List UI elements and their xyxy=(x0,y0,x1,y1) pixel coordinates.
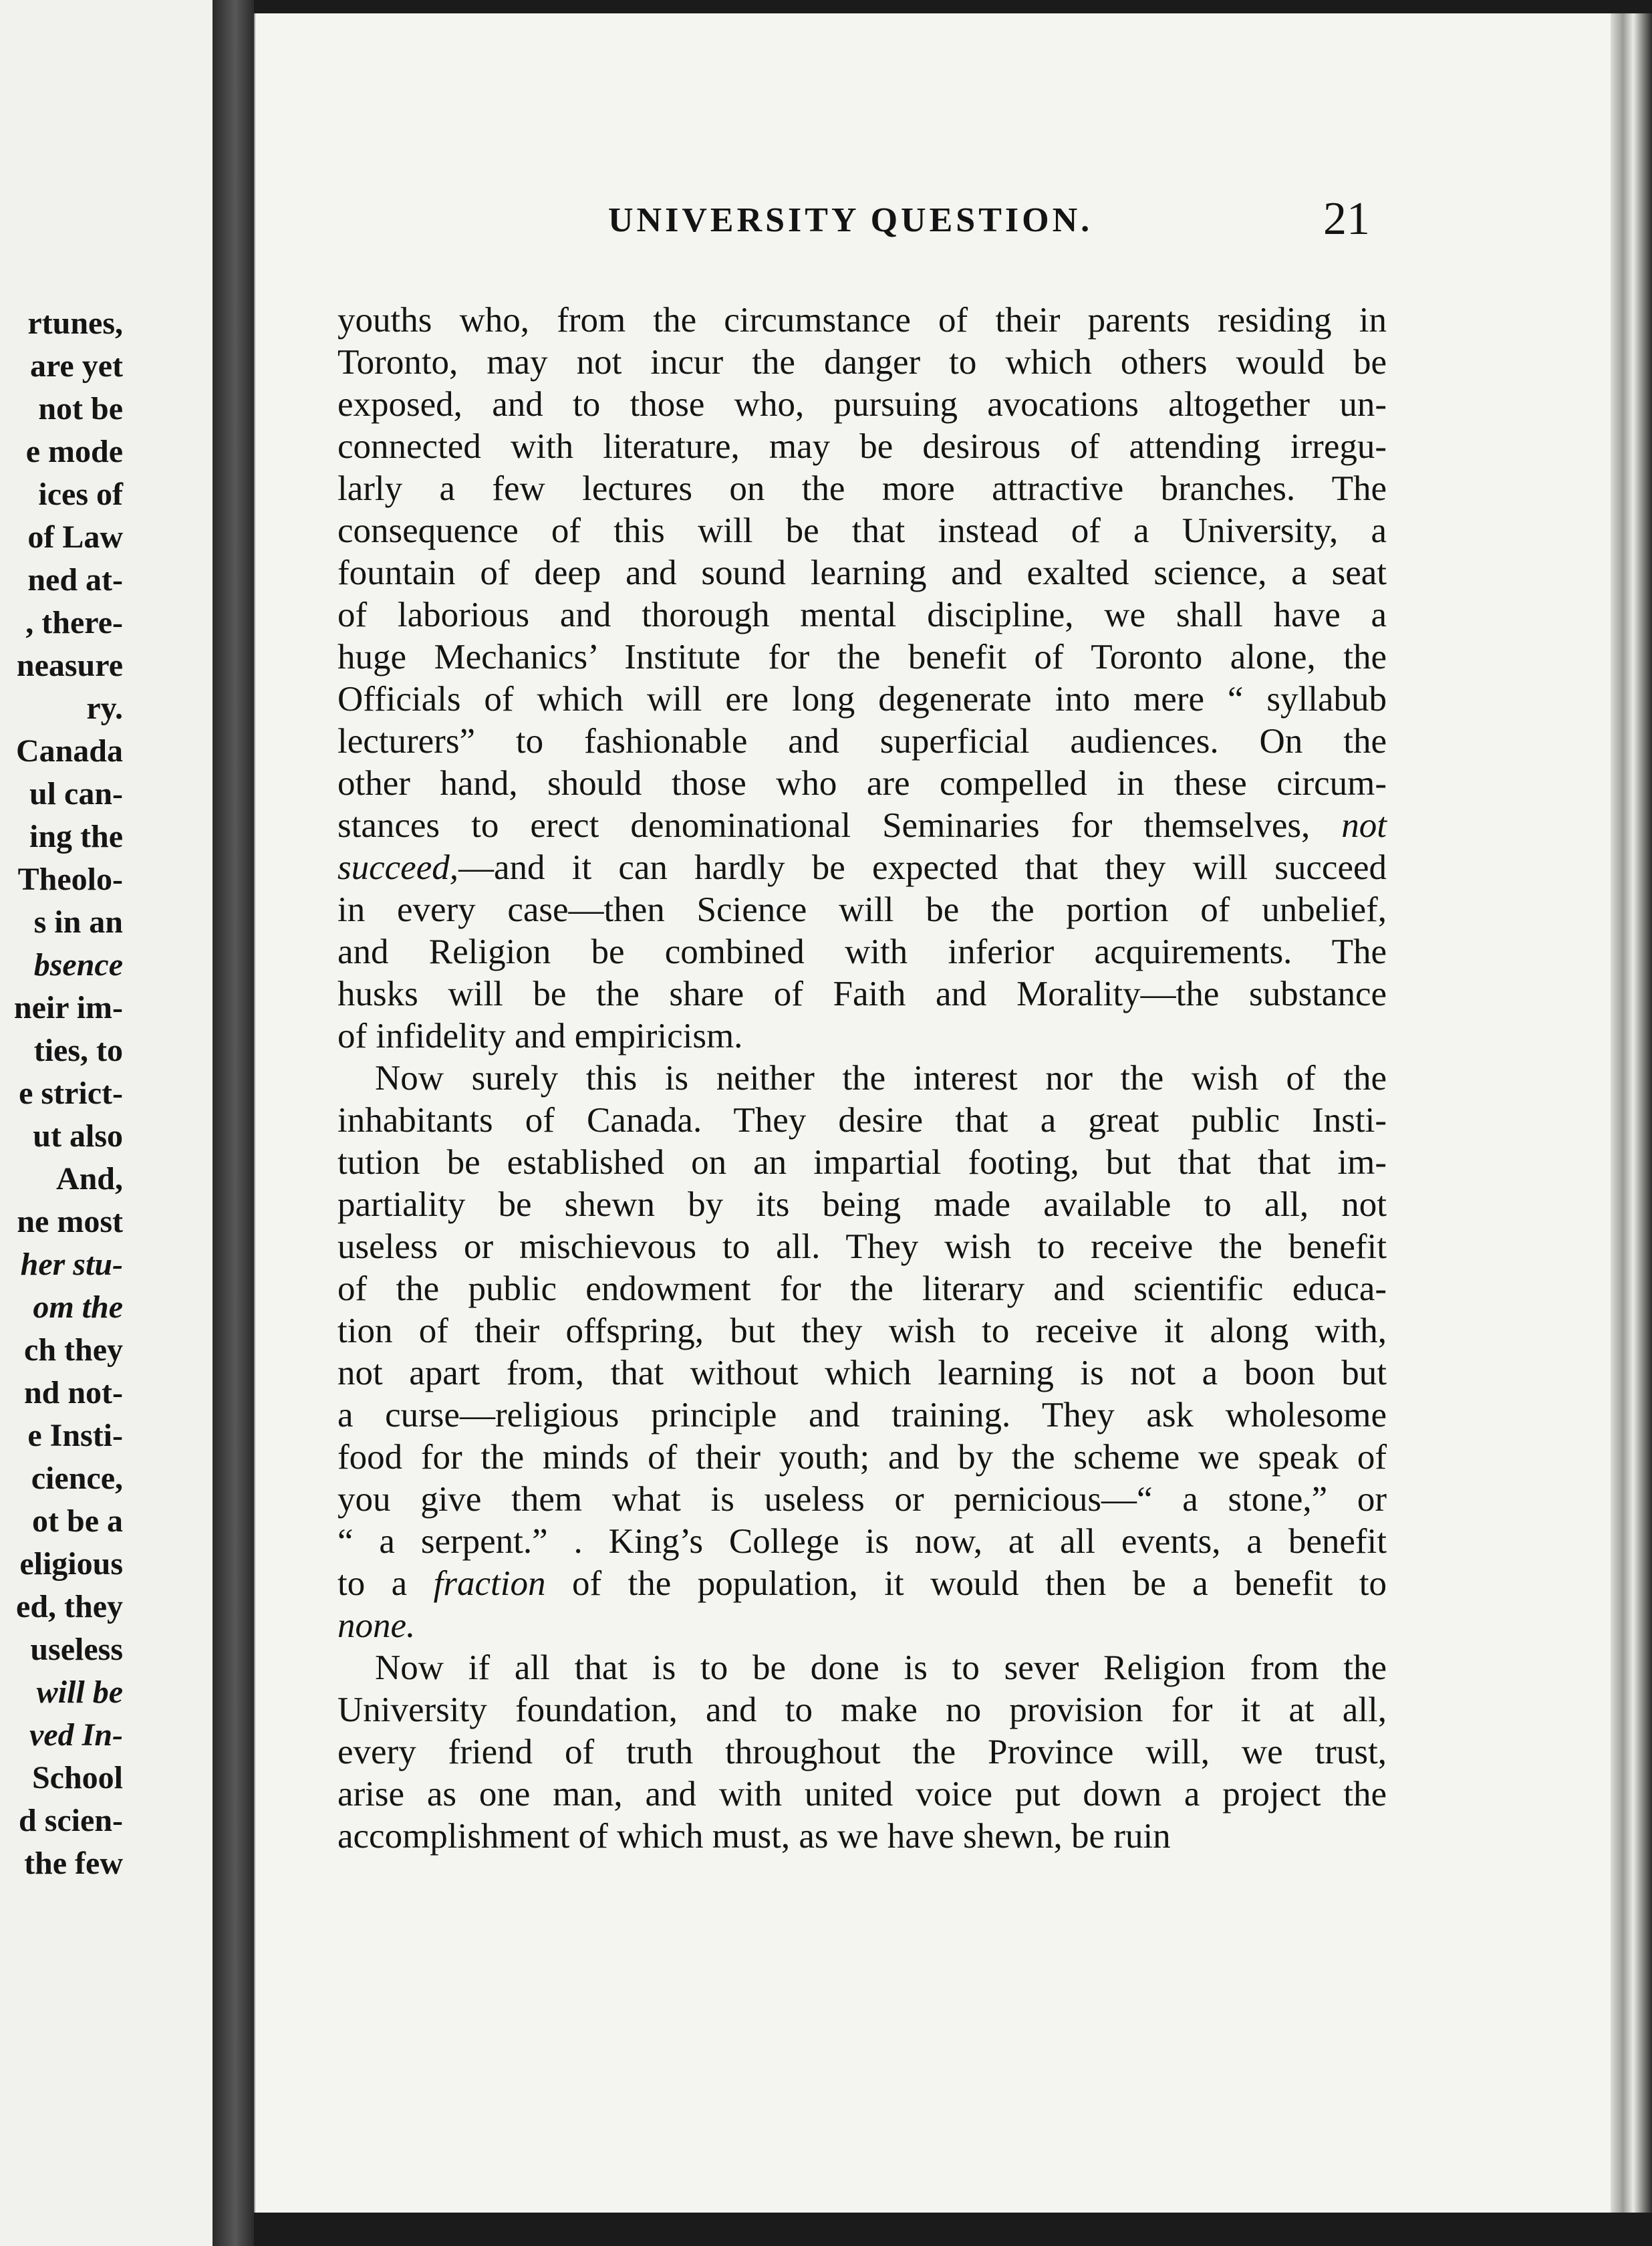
text-run: Officials of which will ere long degenerate into mere “ syllabub xyxy=(337,680,1387,719)
text-run: tion of their offspring, but they wish to receive it along with, xyxy=(337,1312,1387,1350)
text-run: huge Mechanics’ Institute for the benefit of Toronto alone, the xyxy=(337,638,1387,676)
facing-page-line: ed, they xyxy=(16,1589,123,1624)
text-run: not apart from, that without which learning is not a boon but xyxy=(337,1354,1387,1392)
text-line xyxy=(337,1394,1387,1437)
text-line xyxy=(337,763,1387,805)
facing-page-line: , there- xyxy=(25,605,123,640)
running-title: UNIVERSITY QUESTION. xyxy=(608,201,1093,239)
text-line xyxy=(337,931,1387,973)
text-line xyxy=(337,1521,1387,1563)
text-line xyxy=(337,1184,1387,1226)
text-run: accomplishment of which must, as we have shewn, be ruin xyxy=(337,1817,1171,1856)
text-run: to a xyxy=(337,1564,434,1603)
facing-page-line: ul can- xyxy=(29,776,123,812)
text-run: food for the minds of their youth; and by the scheme we speak of xyxy=(337,1438,1387,1477)
text-run: other hand, should those who are compelled in these circum- xyxy=(337,764,1387,803)
text-run: “ a serpent.” . King’s College is now, at all events, a benefit xyxy=(337,1522,1387,1561)
facing-page-line: ices of xyxy=(38,477,123,512)
text-run: every friend of truth throughout the Province will, we trust, xyxy=(337,1733,1387,1771)
text-run: you give them what is useless or pernicious—“ a stone,” or xyxy=(337,1480,1387,1519)
text-run: Toronto, may not incur the danger to which others would be xyxy=(337,343,1387,382)
paragraph xyxy=(337,299,1387,1057)
text-line xyxy=(337,1268,1387,1310)
text-run: consequence of this will be that instead of a University, a xyxy=(337,511,1387,550)
text-line xyxy=(337,636,1387,678)
facing-page-line: neir im- xyxy=(13,990,123,1025)
italic-text: not xyxy=(1341,806,1387,845)
text-line xyxy=(337,1226,1387,1268)
paragraph xyxy=(337,1057,1387,1647)
facing-page-line: e mode xyxy=(25,434,123,469)
facing-page-line: om the xyxy=(33,1289,123,1325)
text-run: husks will be the share of Faith and Morality—the substance xyxy=(337,975,1387,1013)
text-line xyxy=(337,1100,1387,1142)
text-line xyxy=(337,384,1387,426)
facing-page-line: ne most xyxy=(17,1204,123,1239)
facing-page-line: ing the xyxy=(29,819,123,854)
text-run: larly a few lectures on the more attractive branches. The xyxy=(337,469,1387,508)
facing-page-line: e strict- xyxy=(19,1076,123,1111)
italic-text: none. xyxy=(337,1606,416,1645)
facing-page-line: neasure xyxy=(16,648,123,683)
book-gutter xyxy=(213,0,254,2246)
text-run: exposed, and to those who, pursuing avocations altogether un- xyxy=(337,385,1387,424)
text-line xyxy=(337,1605,1387,1647)
text-run: of infidelity and empiricism. xyxy=(337,1017,743,1055)
text-run: of the public endowment for the literary and scientific educa- xyxy=(337,1269,1387,1308)
text-line xyxy=(337,805,1387,847)
text-run: in every case—then Science will be the portion of unbelief, xyxy=(337,890,1387,929)
italic-text: fraction xyxy=(433,1564,546,1603)
facing-page-line: d scien- xyxy=(19,1803,123,1838)
text-line xyxy=(337,299,1387,342)
facing-page-line: are yet xyxy=(29,348,123,384)
facing-page-line: eligious xyxy=(19,1546,123,1582)
text-line xyxy=(337,973,1387,1015)
text-run: inhabitants of Canada. They desire that a great public Insti- xyxy=(337,1101,1387,1140)
text-run: of laborious and thorough mental discipline, we shall have a xyxy=(337,596,1387,634)
facing-page-line: nd not- xyxy=(23,1375,123,1410)
text-line xyxy=(337,1563,1387,1605)
text-line xyxy=(337,1310,1387,1352)
facing-page-line: her stu- xyxy=(20,1247,123,1282)
facing-page-line: not be xyxy=(38,391,123,426)
text-line xyxy=(337,1142,1387,1184)
facing-page-line: will be xyxy=(36,1674,123,1710)
facing-page-line: ned at- xyxy=(27,562,123,598)
facing-page-fragment xyxy=(0,0,213,2246)
facing-page-line: bsence xyxy=(33,947,123,983)
facing-page-line: ry. xyxy=(86,691,123,726)
text-run: fountain of deep and sound learning and exalted science, a seat xyxy=(337,553,1387,592)
text-line xyxy=(337,594,1387,636)
facing-page-line: And, xyxy=(55,1161,123,1197)
facing-page-line: s in an xyxy=(33,904,123,940)
text-line xyxy=(337,1647,1387,1689)
facing-page-line: cience, xyxy=(31,1461,123,1496)
text-run: —and it can hardly be expected that they will succeed xyxy=(458,848,1387,887)
facing-page-line: Theolo- xyxy=(17,862,123,897)
facing-page-line: rtunes, xyxy=(27,305,123,341)
text-line xyxy=(337,1015,1387,1057)
text-run: useless or mischievous to all. They wish to receive the benefit xyxy=(337,1227,1387,1266)
paragraph xyxy=(337,1647,1387,1858)
facing-page-text xyxy=(14,302,123,1885)
text-line xyxy=(337,1479,1387,1521)
text-line xyxy=(337,1816,1387,1858)
text-line xyxy=(337,1731,1387,1773)
text-line xyxy=(337,468,1387,510)
text-run: lecturers” to fashionable and superficial audiences. On the xyxy=(337,722,1387,761)
text-line xyxy=(337,426,1387,468)
facing-page-line: useless xyxy=(30,1632,123,1667)
text-line xyxy=(337,1352,1387,1394)
text-run: University foundation, and to make no provision for it at all, xyxy=(337,1691,1387,1729)
facing-page-line: ot be a xyxy=(32,1503,123,1539)
text-line xyxy=(337,889,1387,931)
text-run: connected with literature, may be desirous of attending irregu- xyxy=(337,427,1387,466)
text-run: arise as one man, and with united voice put down a project the xyxy=(337,1775,1387,1814)
text-run: of the population, it would then be a benefit to xyxy=(545,1564,1387,1603)
text-run: and Religion be combined with inferior acquirements. The xyxy=(337,932,1387,971)
italic-text: succeed, xyxy=(337,848,458,887)
facing-page-line: of Law xyxy=(27,519,123,555)
text-run: a curse—religious principle and training. They ask wholesome xyxy=(337,1396,1387,1434)
facing-page-line: ties, to xyxy=(33,1033,123,1068)
text-run: tution be established on an impartial footing, but that that im- xyxy=(337,1143,1387,1182)
facing-page-line: ch they xyxy=(24,1332,123,1368)
text-run: youths who, from the circumstance of their parents residing in xyxy=(337,301,1387,340)
body-text xyxy=(337,299,1387,1858)
text-run: partiality be shewn by its being made available to all, not xyxy=(337,1185,1387,1224)
facing-page-line: the few xyxy=(24,1846,123,1881)
text-line xyxy=(337,1437,1387,1479)
text-line xyxy=(337,1689,1387,1731)
text-run: stances to erect denominational Seminaries for themselves, xyxy=(337,806,1342,845)
text-run: Now if all that is to be done is to sever Religion from the xyxy=(375,1648,1387,1687)
text-line xyxy=(337,552,1387,594)
facing-page-line: ut also xyxy=(33,1118,123,1154)
text-line xyxy=(337,678,1387,721)
facing-page-line: School xyxy=(31,1760,123,1795)
text-line xyxy=(337,510,1387,552)
page-header xyxy=(354,193,1370,254)
text-line xyxy=(337,721,1387,763)
text-line xyxy=(337,1773,1387,1816)
facing-page-line: e Insti- xyxy=(27,1418,123,1453)
page-edge xyxy=(1611,13,1652,2213)
text-line xyxy=(337,1057,1387,1100)
facing-page-line: Canada xyxy=(15,733,123,769)
text-line xyxy=(337,847,1387,889)
text-run: Now surely this is neither the interest nor the wish of the xyxy=(375,1059,1387,1098)
facing-page-line: ved In- xyxy=(29,1717,123,1753)
page-number: 21 xyxy=(1323,193,1370,245)
text-line xyxy=(337,342,1387,384)
